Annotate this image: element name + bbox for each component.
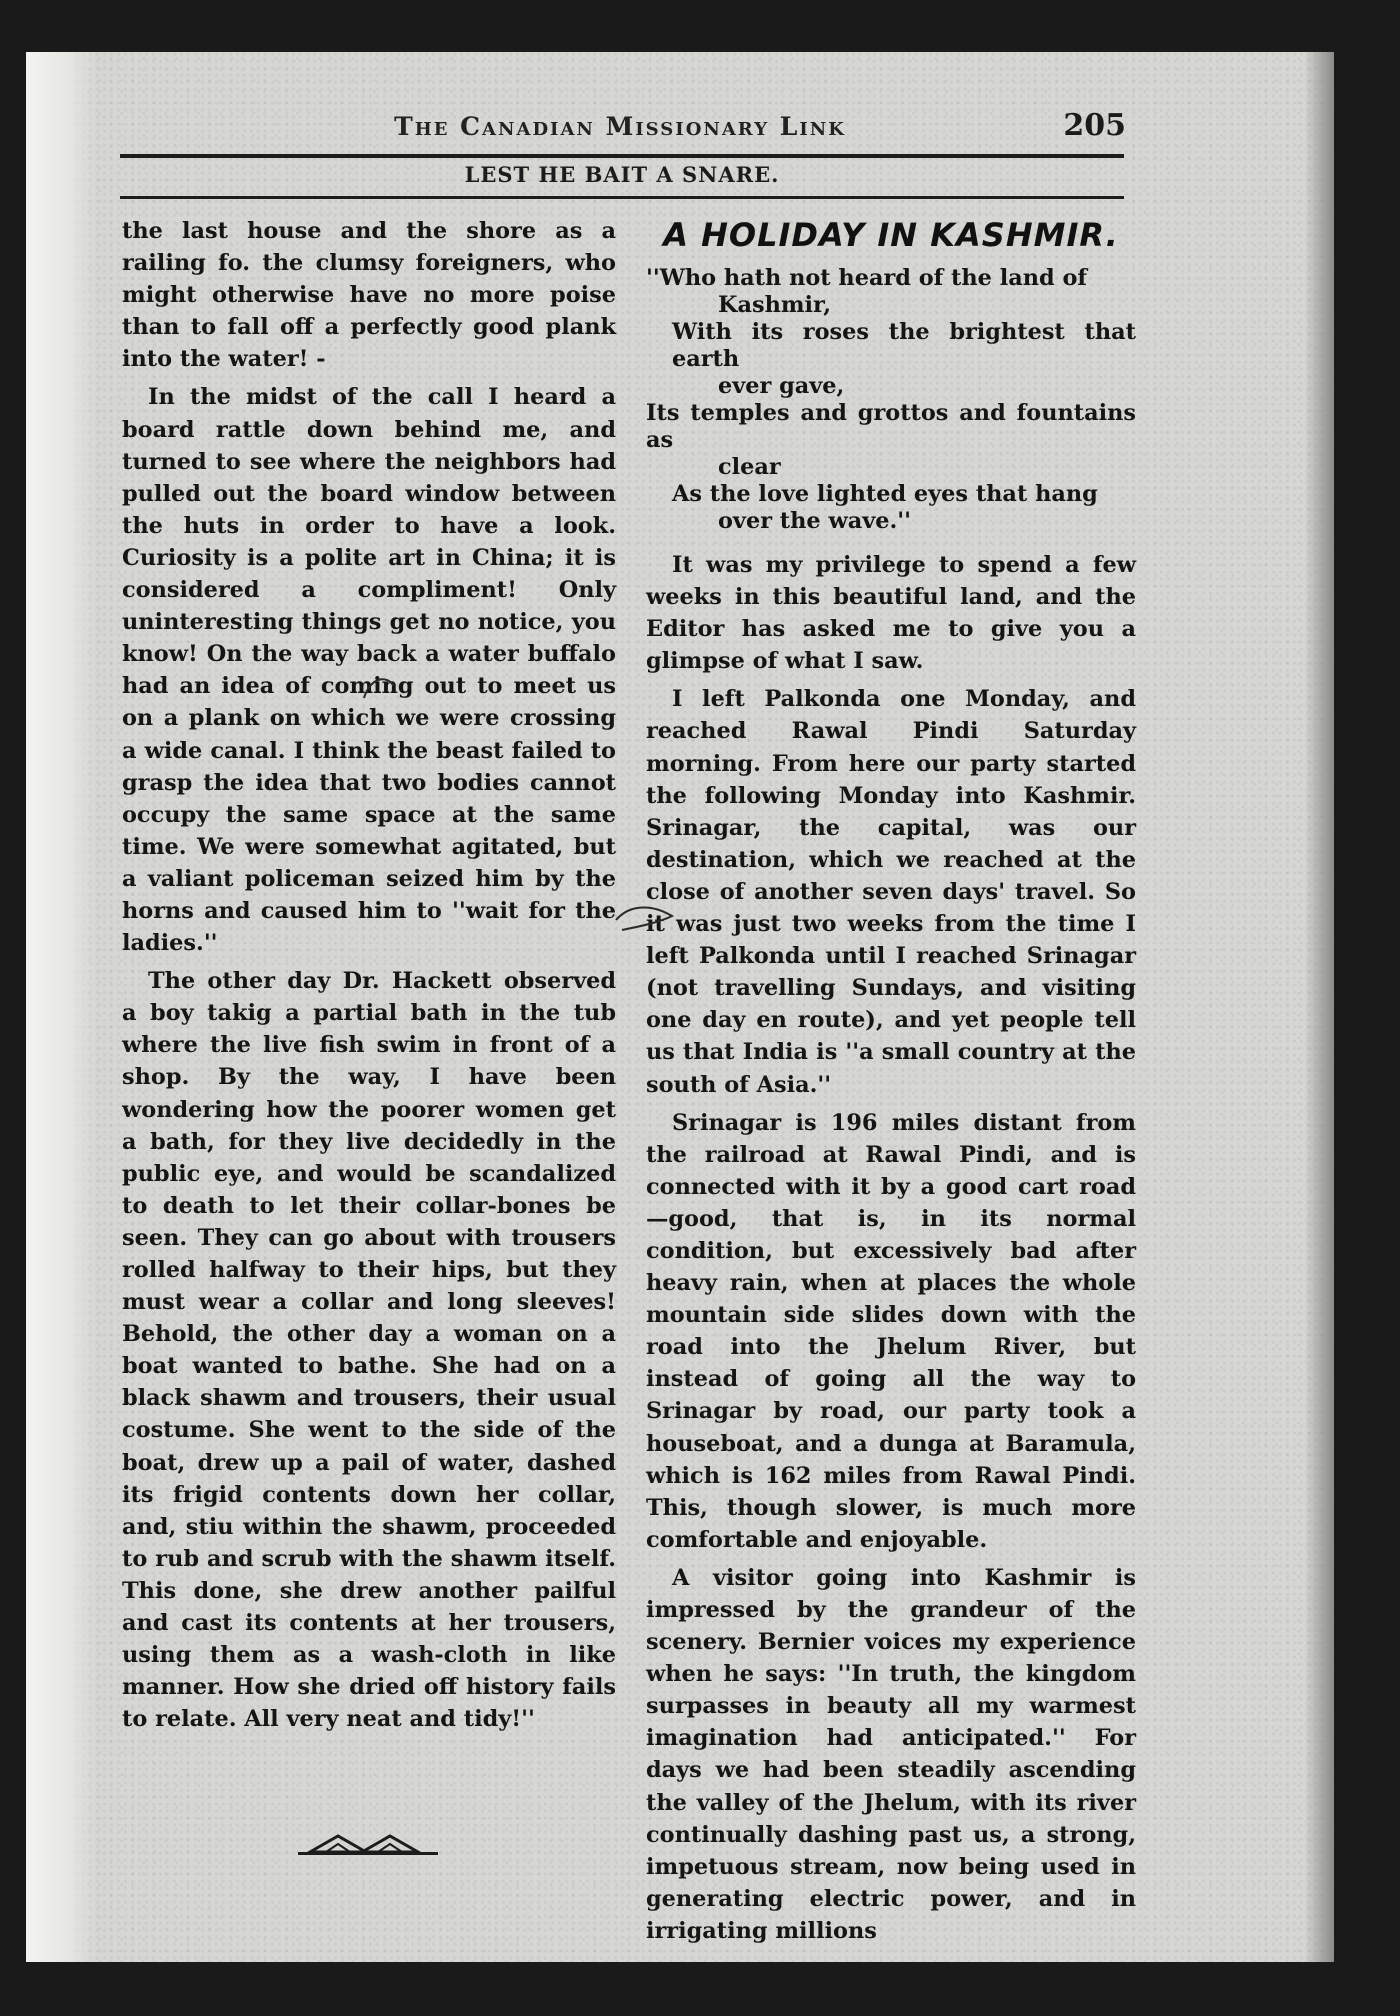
poem-line: ''Who hath not heard of the land of xyxy=(646,265,1088,291)
header-rule-bottom xyxy=(120,196,1124,199)
article-title: A HOLIDAY IN KASHMIR. xyxy=(663,216,1119,254)
poem-line: over the wave.'' xyxy=(718,508,911,534)
journal-title: The Canadian Missionary Link xyxy=(394,112,846,141)
poem-line: Kashmir, xyxy=(718,292,832,318)
right-paragraph-2: I left Palkonda one Monday, and reached Rawal Pindi Saturday morning. From here our party started the following Monday into Kashmir. Srinagar, the capital, was our destination, which we reached at the close of another seven days' travel. So it was just two weeks from the time I left Palkonda until I reached Srinagar (not travelling Sundays, and visiting one day en route), and yet people tell us that India is ''a small country at the south of Asia.'' xyxy=(646,686,1136,1098)
running-title: LEST HE BAIT A SNARE. xyxy=(464,162,780,187)
left-paragraph-2: In the midst of the call I heard a board rattle down behind me, and turned to see where the neighbors had pulled out the board window between the huts in order to have a look. Curiosity is a polite art in China; it is considered a compliment! Only uninteresting things get no notice, you know! On the way back a water buffalo had an idea of coming out to meet us on a plank on which we were crossing a wide canal. I think the beast failed to grasp the idea that two bodies cannot occupy the same space at the same time. We were somewhat agitated, but a valiant policeman seized him by the horns and caused him to ''wait for the ladies.'' xyxy=(122,384,616,957)
handwritten-pencil-mark-icon xyxy=(612,900,686,940)
poem-line: As the love lighted eyes that hang xyxy=(672,481,1098,507)
poem-line: Its temples and grottos and fountains as xyxy=(646,400,1136,453)
right-paragraph-4: A visitor going into Kashmir is impressed by the grandeur of the scenery. Bernier voices my experience when he says: ''In truth, the kingdom surpasses in beauty all my warmest imagination had anticipated.'' For days we had been steadily ascending the valley of the Jhelum, with its river continually dashing past us, a strong, impetuous stream, now being used in generating electric power, and in irrigating millions xyxy=(646,1564,1136,1944)
poem-line: clear xyxy=(718,454,781,480)
poem-line: With its roses the brightest that earth xyxy=(672,319,1136,372)
right-paragraph-1: It was my privilege to spend a few weeks in this beautiful land, and the Editor has asked me to give you a glimpse of what I saw. xyxy=(646,552,1136,675)
left-column xyxy=(122,215,616,1741)
handwritten-pencil-mark-icon xyxy=(360,672,400,706)
left-paragraph-1: the last house and the shore as a railing fo. the clumsy foreigners, who might otherwise have no more poise than to fall off a perfectly good plank into the water! - xyxy=(122,218,616,373)
right-paragraph-3: Srinagar is 196 miles distant from the railroad at Rawal Pindi, and is connected with it by a good cart road—good, that is, in its normal condition, but excessively bad after heavy rain, when at places the whole mountain side slides down with the road into the Jhelum River, but instead of going all the way to Srinagar by road, our party took a houseboat, and a dunga at Baramula, which is 162 miles from Rawal Pindi. This, though slower, is much more comfortable and enjoyable. xyxy=(646,1109,1136,1553)
page-number: 205 xyxy=(1063,108,1126,143)
poem-epigraph xyxy=(646,265,1136,535)
right-column xyxy=(646,215,1136,1953)
left-paragraph-3: The other day Dr. Hackett observed a boy takig a partial bath in the tub where the live fish swim in front of a shop. By the way, I have been wondering how the poorer women get a bath, for they live decidedly in the public eye, and would be scandalized to death to let their collar-bones be seen. They can go about with trousers rolled halfway to their hips, but they must wear a collar and long sleeves! Behold, the other day a woman on a boat wanted to bathe. She had on a black shawm and trousers, their usual costume. She went to the side of the boat, drew up a pail of water, dashed its frigid contents down her collar, and, stiu within the shawm, proceeded to rub and scrub with the shawm itself. This done, she drew another pailful and cast its contents at her trousers, using them as a wash-cloth in like manner. How she dried off history fails to relate. All very neat and tidy!'' xyxy=(122,968,616,1733)
page-header xyxy=(120,104,1126,148)
header-rule-top xyxy=(120,154,1124,158)
poem-line: ever gave, xyxy=(718,373,845,399)
section-end-ornament-icon xyxy=(298,1830,438,1860)
page-edge-left xyxy=(26,52,96,1962)
page-edge-right xyxy=(1304,52,1334,1962)
